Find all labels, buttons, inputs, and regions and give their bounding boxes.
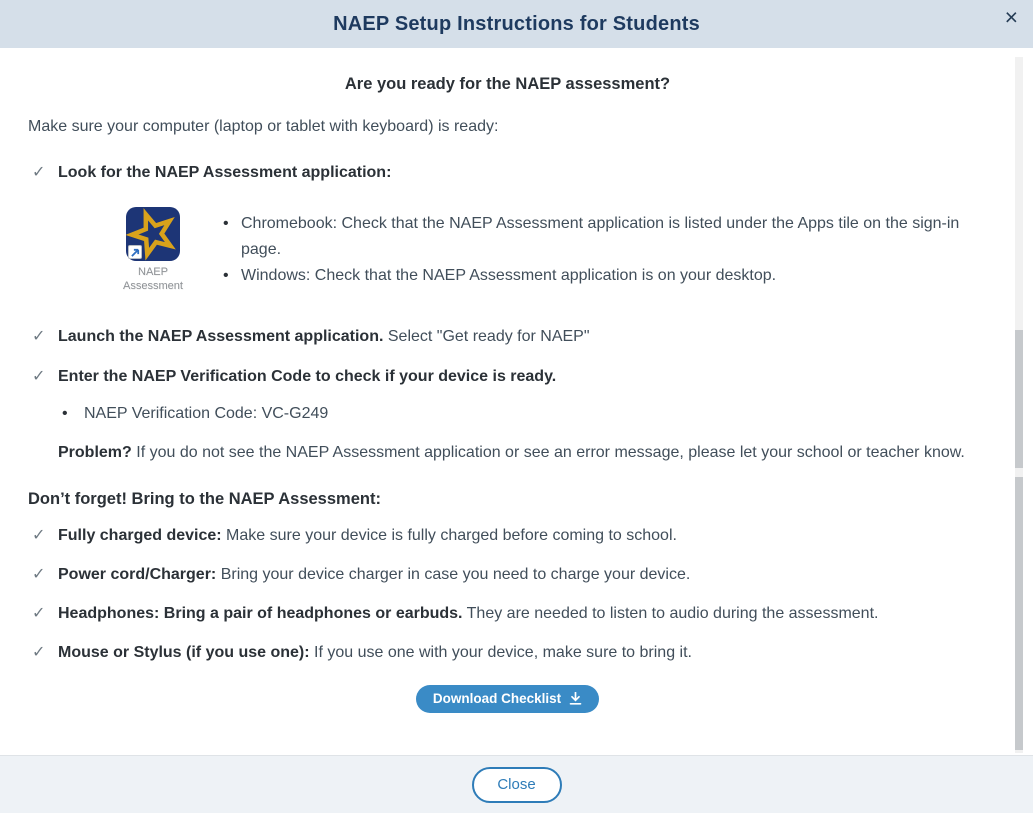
scrollbar-thumb-upper[interactable] — [1015, 330, 1023, 468]
bring-item-text: Make sure your device is fully charged before coming to school. — [221, 526, 677, 544]
app-icon-label-line1: NAEP — [138, 266, 168, 278]
verification-code-text: NAEP Verification Code: VC-G249 — [84, 404, 329, 422]
step-look-title: Look for the NAEP Assessment application: — [58, 164, 392, 181]
windows-bullet-text: Windows: Check that the NAEP Assessment application is on your desktop. — [241, 266, 777, 284]
bring-heading: Don’t forget! Bring to the NAEP Assessment: — [28, 489, 381, 508]
step-launch-title: Launch the NAEP Assessment application. — [58, 327, 384, 345]
modal-header — [0, 0, 1033, 48]
check-icon: ✓ — [32, 367, 46, 385]
naep-assessment-app-icon — [126, 207, 180, 261]
check-icon: ✓ — [32, 164, 46, 181]
download-button-row — [28, 685, 987, 713]
shortcut-arrow-icon — [128, 245, 142, 259]
bring-item-title: Headphones: Bring a pair of headphones or earbuds. — [58, 604, 463, 622]
bring-item-headphones — [28, 602, 987, 626]
verification-code-item — [62, 405, 987, 423]
download-button-label: Download Checklist — [432, 690, 562, 706]
ready-heading: Are you ready for the NAEP assessment? — [344, 75, 671, 93]
step-launch-rest: Select "Get ready for NAEP" — [383, 327, 590, 345]
check-icon: ✓ — [32, 604, 46, 622]
app-icon-column — [115, 207, 191, 294]
modal-title: NAEP Setup Instructions for Students — [333, 12, 700, 35]
bring-item-title: Power cord/Charger: — [58, 565, 217, 583]
modal-body — [0, 48, 1033, 755]
list-item — [223, 211, 987, 263]
close-icon[interactable]: × — [1004, 4, 1018, 30]
modal-footer — [0, 755, 1033, 813]
chromebook-bullet-text: Chromebook: Check that the NAEP Assessment application is listed under the Apps tile on the sign-in page. — [241, 215, 960, 258]
step-enter-code — [28, 365, 987, 389]
intro-text: Make sure your computer (laptop or tablet with keyboard) is ready: — [28, 118, 499, 135]
app-icon-row — [115, 207, 987, 294]
app-icon-label-line2: Assessment — [123, 279, 183, 292]
scrollbar-thumb-lower[interactable] — [1015, 477, 1023, 750]
close-button[interactable]: Close — [472, 767, 562, 803]
bring-item-charger — [28, 563, 987, 587]
bullet-icon: • — [223, 266, 229, 284]
check-icon: ✓ — [32, 643, 46, 661]
bring-item-text: If you use one with your device, make sure to bring it. — [309, 643, 692, 661]
bring-item-title: Mouse or Stylus (if you use one): — [58, 643, 310, 661]
step-launch — [28, 325, 987, 349]
bring-item-text: They are needed to listen to audio during the assessment. — [462, 604, 879, 622]
list-item — [223, 263, 987, 289]
step-look — [28, 161, 987, 185]
bring-item-device — [28, 524, 987, 548]
platform-bullet-list — [223, 211, 987, 289]
download-icon — [569, 692, 582, 705]
bring-item-mouse — [28, 641, 987, 665]
bullet-icon: • — [62, 404, 68, 422]
problem-label: Problem? — [58, 443, 132, 461]
bring-item-title: Fully charged device: — [58, 526, 222, 544]
check-icon: ✓ — [32, 526, 46, 544]
bring-item-text: Bring your device charger in case you need to charge your device. — [216, 565, 691, 583]
download-checklist-button[interactable] — [416, 685, 599, 713]
step-enter-code-title: Enter the NAEP Verification Code to check if your device is ready. — [58, 367, 557, 385]
bullet-icon: • — [223, 215, 229, 232]
app-icon-label — [115, 266, 191, 294]
check-icon: ✓ — [32, 565, 46, 583]
problem-note — [58, 439, 983, 466]
check-icon: ✓ — [32, 327, 46, 345]
problem-text: If you do not see the NAEP Assessment application or see an error message, please let your school or teacher know. — [131, 443, 965, 461]
